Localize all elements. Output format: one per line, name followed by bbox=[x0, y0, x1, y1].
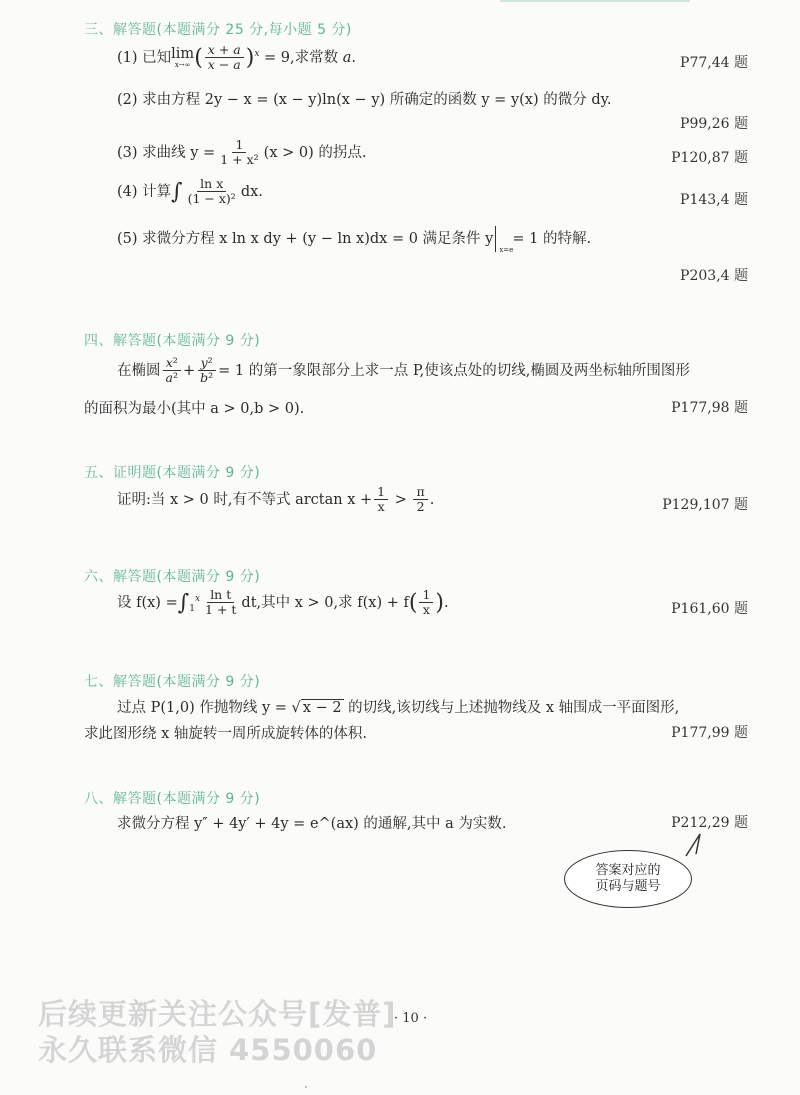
section-5-title: 五、证明题(本题满分 9 分) bbox=[84, 465, 261, 481]
bubble-line1: 答案对应的 bbox=[595, 862, 661, 878]
section-6-title: 六、解答题(本题满分 9 分) bbox=[84, 569, 261, 585]
ref-6: P161,60 题 bbox=[671, 601, 748, 617]
question-8: 求微分方程 y″ + 4y′ + 4y = e^(ax) 的通解,其中 a 为实数. bbox=[117, 816, 507, 832]
section-4-title: 四、解答题(本题满分 9 分) bbox=[84, 333, 261, 349]
ref-3-1: P77,44 题 bbox=[680, 55, 748, 71]
section-8-title: 八、解答题(本题满分 9 分) bbox=[84, 791, 261, 807]
ref-3-2: P99,26 题 bbox=[680, 116, 748, 132]
ref-8: P212,29 题 bbox=[671, 815, 748, 831]
watermark-line2: 永久联系微信 4550060 bbox=[38, 1033, 378, 1067]
question-4-line1: 在椭圆 $\frac{\text{x²}}{\text{a²}}$ + $\frac{\text{y²}}{\text{b²}}$ = 1 的第一象限部分上求一点 P,使该点处的切线,椭圆及两坐标轴所围图形 bbox=[117, 355, 690, 386]
ref-3-3: P120,87 题 bbox=[671, 150, 748, 166]
top-rule bbox=[500, 0, 690, 2]
question-3-4: (4) 计算∫ $\frac{\text{ln x}}{\text{(1 − x)²}}$ dx. bbox=[117, 176, 263, 207]
question-5: 证明:当 x > 0 时,有不等式 arctan x + $\frac{1}{x}$ > $\frac{\pi}{2}$ . bbox=[117, 484, 435, 515]
ref-5: P129,107 题 bbox=[662, 497, 748, 513]
ref-4: P177,98 题 bbox=[671, 400, 748, 416]
ref-3-5: P203,4 题 bbox=[680, 268, 748, 284]
limit-symbol: lim x→∞ bbox=[171, 46, 195, 69]
question-4-line2: 的面积为最小(其中 a > 0,b > 0). bbox=[84, 401, 305, 417]
question-3-1: (1) 已知 lim x→∞ ( $\frac{x + a}{x - a}$ )$^x$ = 9,求常数 a. bbox=[117, 42, 356, 73]
ref-3-4: P143,4 题 bbox=[680, 192, 748, 208]
page-number: · 10 · bbox=[394, 1011, 428, 1026]
question-7-line1: 过点 P(1,0) 作抛物线 y = √ x − 2 的切线,该切线与上述抛物线及 x 轴围成一平面图形, bbox=[117, 700, 680, 716]
ref-7: P177,99 题 bbox=[671, 725, 748, 741]
question-3-2: (2) 求由方程 2y − x = (x − y)ln(x − y) 所确定的函数 y = y(x) 的微分 dy. bbox=[117, 92, 612, 108]
answer-note-bubble bbox=[564, 850, 692, 908]
watermark-line1: 后续更新关注公众号[发普] bbox=[38, 997, 397, 1031]
bubble-line2: 页码与题号 bbox=[595, 879, 661, 894]
question-7-line2: 求此图形绕 x 轴旋转一周所成旋转体的体积. bbox=[84, 726, 368, 742]
question-3-5: (5) 求微分方程 x ln x dy + (y − ln x)dx = 0 满足条件 y x=e = 1 的特解. bbox=[117, 226, 591, 252]
question-6: 设 $f(x) =\int_1^x$ $\frac{\text{ln t}}{1 + t}$ dt,其中 x > 0,求 f(x) + f( $\frac{1}{x}$ ). bbox=[117, 587, 449, 618]
section-3-title: 三、解答题(本题满分 25 分,每小题 5 分) bbox=[84, 22, 352, 38]
question-3-3: (3) 求曲线 y = $\frac{1}{\text{1 + x²}}$ (x > 0) 的拐点. bbox=[117, 137, 367, 168]
scan-dot bbox=[305, 1086, 307, 1088]
section-7-title: 七、解答题(本题满分 9 分) bbox=[84, 674, 261, 690]
bubble-tail bbox=[684, 832, 704, 858]
